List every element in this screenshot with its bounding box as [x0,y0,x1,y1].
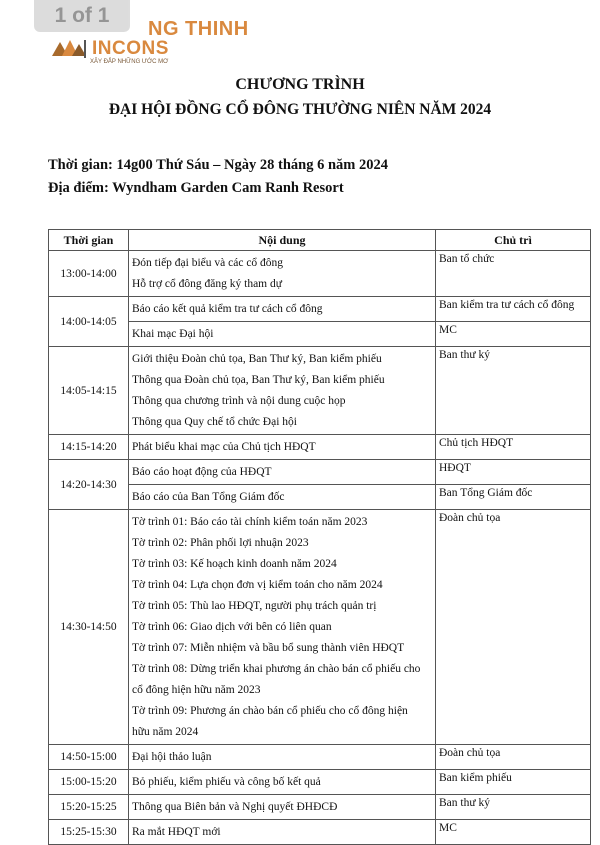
row-host: Đoàn chủ tọa [436,745,591,770]
content-line: Đón tiếp đại biểu và các cổ đông [132,257,284,269]
content-line: Tờ trình 03: Kế hoạch kinh doanh năm 2024 [132,558,337,570]
row-time: 15:25-15:30 [49,820,129,845]
row-time: 14:30-14:50 [49,510,129,745]
document-title: CHƯƠNG TRÌNH [235,76,365,93]
row-content [129,435,436,460]
logo-divider [84,40,86,58]
header-time: Thời gian [49,230,129,251]
table-row [49,322,591,347]
table-row [49,770,591,795]
content-line: Tờ trình 05: Thù lao HĐQT, người phụ trách quản trị [132,600,377,612]
content-line: Khai mạc Đại hội [132,328,214,340]
content-line: Báo cáo kết quả kiểm tra tư cách cổ đông [132,303,323,315]
table-header-row [49,230,591,251]
agenda-table [48,229,591,845]
table-row [49,510,591,745]
logo-name-top: NG THINH [148,18,249,40]
content-line: Hỗ trợ cổ đông đăng ký tham dự [132,278,282,290]
content-line: Tờ trình 01: Báo cáo tài chính kiểm toán năm 2023 [132,516,368,528]
row-content [129,251,436,297]
row-content [129,745,436,770]
table-row [49,820,591,845]
content-line: Thông qua Biên bản và Nghị quyết ĐHĐCĐ [132,801,338,813]
row-host: Đoàn chủ tọa [436,510,591,745]
content-line: Đại hội thảo luận [132,751,212,763]
table-row [49,347,591,435]
row-content [129,347,436,435]
row-host: HĐQT [436,460,591,485]
content-line: cổ đông hiện hữu năm 2023 [132,684,261,696]
content-line: Thông qua Quy chế tổ chức Đại hội [132,416,297,428]
content-line: Tờ trình 07: Miễn nhiệm và bầu bổ sung thành viên HĐQT [132,642,405,654]
content-line: hữu năm 2024 [132,726,199,738]
content-line: Thông qua chương trình và nội dung cuộc họp [132,395,346,407]
content-line: Tờ trình 08: Dừng triển khai phương án chào bán cổ phiếu cho [132,663,421,675]
row-content [129,795,436,820]
meeting-time: Thời gian: 14g00 Thứ Sáu – Ngày 28 tháng 6 năm 2024 [48,157,388,173]
row-time: 15:20-15:25 [49,795,129,820]
table-row [49,251,591,297]
row-content [129,485,436,510]
row-host: MC [436,322,591,347]
row-host: Ban kiểm tra tư cách cổ đông [436,297,591,322]
content-line: Phát biểu khai mạc của Chủ tịch HĐQT [132,441,316,453]
content-line: Tờ trình 04: Lựa chọn đơn vị kiểm toán cho năm 2024 [132,579,383,591]
table-row [49,435,591,460]
meeting-place: Địa điểm: Wyndham Garden Cam Ranh Resort [48,180,344,196]
row-content [129,297,436,322]
content-line: Báo cáo hoạt động của HĐQT [132,466,272,478]
content-line: Tờ trình 02: Phân phối lợi nhuận 2023 [132,537,309,549]
row-host: Ban thư ký [436,795,591,820]
content-line: Ra mắt HĐQT mới [132,826,221,838]
content-line: Báo cáo của Ban Tổng Giám đốc [132,491,285,503]
row-content [129,322,436,347]
row-time: 13:00-14:00 [49,251,129,297]
content-line: Giới thiệu Đoàn chủ tọa, Ban Thư ký, Ban kiểm phiếu [132,353,382,365]
table-row [49,297,591,322]
row-host: MC [436,820,591,845]
header-content: Nội dung [129,230,436,251]
content-line: Tờ trình 06: Giao dịch với bên có liên quan [132,621,332,633]
page-indicator: 1 of 1 [34,0,130,32]
row-host: Ban Tổng Giám đốc [436,485,591,510]
document-subtitle: ĐẠI HỘI ĐỒNG CỔ ĐÔNG THƯỜNG NIÊN NĂM 2024 [108,101,492,118]
row-content [129,770,436,795]
row-content [129,820,436,845]
row-time: 15:00-15:20 [49,770,129,795]
row-time: 14:20-14:30 [49,460,129,510]
header-host: Chủ trì [436,230,591,251]
table-row [49,485,591,510]
row-time: 14:50-15:00 [49,745,129,770]
row-time: 14:15-14:20 [49,435,129,460]
row-content [129,510,436,745]
row-host: Ban thư ký [436,347,591,435]
table-row [49,460,591,485]
row-host: Ban tổ chức [436,251,591,297]
row-host: Ban kiểm phiếu [436,770,591,795]
content-line: Tờ trình 09: Phương án chào bán cổ phiếu cho cổ đông hiện [132,705,408,717]
content-line: Bỏ phiếu, kiểm phiếu và công bố kết quả [132,776,321,788]
row-host: Chủ tịch HĐQT [436,435,591,460]
row-content [129,460,436,485]
logo-name-bottom: INCONS [92,38,169,59]
content-line: Thông qua Đoàn chủ tọa, Ban Thư ký, Ban kiểm phiếu [132,374,385,386]
table-row [49,795,591,820]
row-time: 14:05-14:15 [49,347,129,435]
table-row [49,745,591,770]
row-time: 14:00-14:05 [49,297,129,347]
logo-mark-icon [52,38,86,56]
logo-tagline: XÂY ĐẮP NHỮNG ƯỚC MƠ [90,59,169,65]
